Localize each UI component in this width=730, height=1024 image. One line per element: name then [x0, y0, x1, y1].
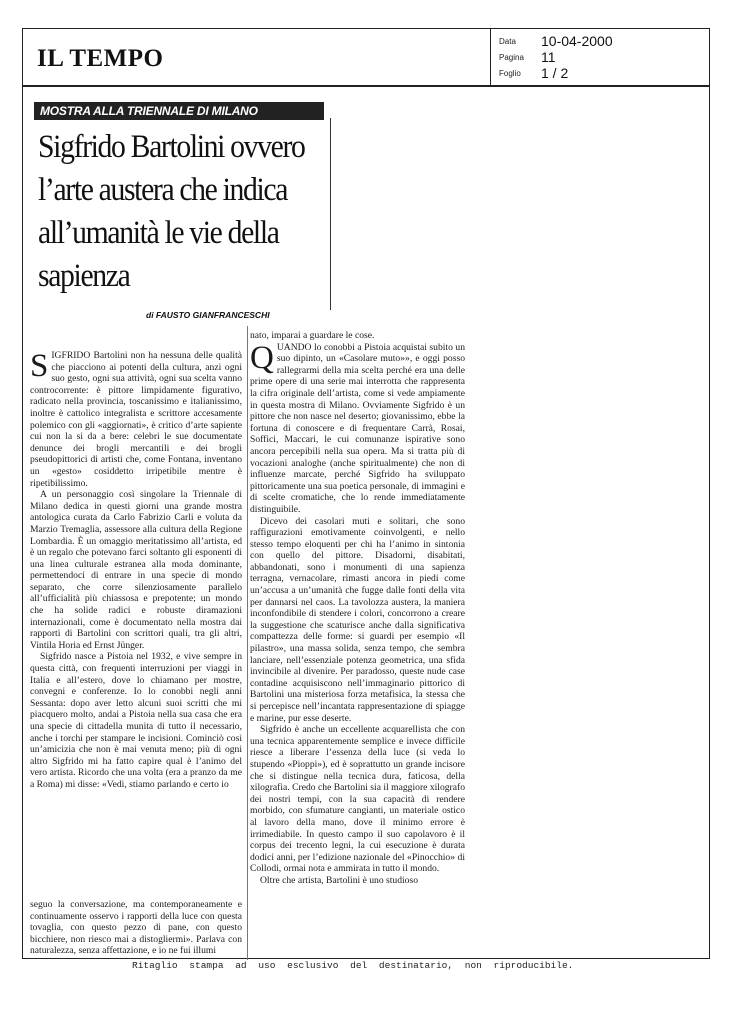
- article-kicker: MOSTRA ALLA TRIENNALE DI MILANO: [34, 102, 324, 120]
- article-column-1: [30, 350, 242, 791]
- clipping-header: [22, 28, 710, 86]
- paragraph: Dicevo dei casolari muti e solitari, che sono raffigurazioni emotivamente coinvolgenti, e nello stesso tempo eloquenti per chi ha l’animo in sintonia con quello del pittore. Disadorni, disabitati, abbandonati, sono i monumenti di una sapienza terragna, vernacolare, rimasti ancora in piedi come un’accusa a un’umanità che fugge dalle fonti della vita per dannarsi nel caos. La tavolozza austera, la maniera inconfondibile di stendere i colori, concorrono a creare la suggestione che scaturisce anche dalla significativa compattezza delle forme: si guardi per esempio «Il pilastro», una massa solida, senza tempo, che sembra lanciare, nell’essenziale potenza geometrica, una sfida invincibile al divenire. Per paradosso, queste nude case contadine acquisiscono nell’immaginario pittorico di Bartolini una misteriosa forza metafisica, la stessa che si percepisce nell’incantata rappresentazione di spiagge e marine, pur esse deserte.: [250, 515, 465, 724]
- drop-cap: S: [30, 348, 49, 384]
- paragraph: Sigfrido nasce a Pistoia nel 1932, e vive sempre in questa città, con frequenti interruzioni per viaggi in Italia e all’estero, dove lo chiamano per mostre, convegni e conferenze. Io lo conobbi negli anni Sessanta: dopo aver letto alcuni suoi scritti che mi piacquero molto, andai a Pistoia nella sua casa che era una specie di cittadella munita di tutto il necessario, anche i torchi per stampare le incisioni. Cominciò così un’amicizia che non è mai venuta meno; più di ogni altro Sigfrido mi ha fatto capire qual è l’animo del vero artista. Ricordo che una volta (era a pranzo da me a Roma) mi disse: «Vedi, stiamo parlando e certo io: [30, 651, 242, 790]
- paragraph-continuation: nato, imparai a guardare le cose.: [250, 330, 375, 341]
- clipping-meta: [499, 33, 699, 81]
- sheet-label: Foglio: [499, 68, 521, 78]
- paragraph-text: IGFRIDO Bartolini non ha nessuna delle qualità che piacciono ai potenti della cultura, anzi ogni suo gesto, ogni sua attività, ogni sua scelta vanno controcorrente: è pittore limpidamente figurativo, radicato nella provincia, toscanissimo e italianissimo, inoltre è cattolico integralista e scrittore accesamente polemico con gli «aggiornati», è critico d’arte sapiente cui non la si da a bere: celebri le sue documentate denunce dei brogli mercantili e dei brogli pseudopittorici di artisti che, come Fontana, inventano un «gesto» cosiddetto irripetibile mentre è ripetibilissimo.: [30, 350, 242, 489]
- reproduction-notice: Ritaglio stampa ad uso esclusivo del destinatario, non riproducibile.: [132, 960, 574, 971]
- paragraph: [250, 339, 465, 516]
- article-byline: di FAUSTO GIANFRANCESCHI: [146, 310, 270, 320]
- column-divider: [247, 326, 248, 960]
- sheet-value: 1 / 2: [541, 65, 569, 81]
- paragraph: Oltre che artista, Bartolini è uno studioso: [260, 874, 418, 886]
- header-divider: [490, 29, 491, 85]
- paragraph: Sigfrido è anche un eccellente acquarellista che con una tecnica apparentemente semplice e invece difficile riesce a liberare l’essenza della luce (si veda lo stupendo «Pioppi»), ed è soprattutto un grande incisore che si distingue nella tecnica dura, faticosa, della xilografia. Credo che Bartolini sia il maggiore xilografo dei nostri tempi, con la sua capacità di rendere morbido, con sfumature cangianti, un materiale ostico al lavoro della mano, dove il minimo errore è irrimediabile. In questo campo il suo capolavoro è il corpus dei trecento legni, la cui esecuzione è durata dodici anni, per l’edizione nazionale del «Pinocchio» di Collodi, ormai nota e ammirata in tutto il mondo.: [250, 724, 465, 875]
- title-box: [30, 118, 331, 310]
- article-column-1-bottom: [30, 899, 242, 957]
- paragraph-text: UANDO lo conobbi a Pistoia acquistai subito un suo dipinto, un «Casolare muto»», e oggi posso rallegrarmi della mia scelta perché era una delle prime opere di una serie mai interrotta che rappresenta la cifra originale dell’artista, come si vede ampiamente in questa mostra di Milano. Ovviamente Sigfrido è un pittore che non nasce nel deserto; giovanissimo, ebbe la fortuna di conoscere e di frequentare Carrà, Rosai, Soffici, Maccari, le cui comunanze ispirative sono ancora percepibili nella sua opera. Ma si tratta più di vocazioni analoghe (anche spiritualmente) che non di influenze marcate, perché Sigfrido ha sviluppato pittoricamente una sua poetica personale, di immagini e di scelte cromatiche, che lo rende immediatamente distinguibile.: [250, 341, 465, 515]
- page-label: Pagina: [499, 52, 524, 62]
- sheet-row: [499, 65, 699, 81]
- paragraph: seguo la conversazione, ma contemporaneamente e continuamente osservo i rapporti della luce con questa tovaglia, con questo pezzo di pane, con questo bicchiere, non riesco mai a distogliermi». Parlava con naturalezza, senza affettazione, e io ne fui illumi: [30, 899, 242, 957]
- date-row: [499, 33, 699, 49]
- drop-cap: Q: [250, 339, 274, 376]
- date-label: Data: [499, 36, 516, 46]
- paragraph: [30, 350, 242, 489]
- page-value: 11: [541, 49, 556, 65]
- article-column-2: [250, 330, 465, 887]
- article-title: Sigfrido Bartolini ovvero l’arte austera che indica all’umanità le vie della sapienza: [38, 129, 305, 294]
- date-value: 10-04-2000: [541, 33, 613, 49]
- newspaper-logo: IL TEMPO: [37, 45, 164, 72]
- page-row: [499, 49, 699, 65]
- paragraph: A un personaggio così singolare la Triennale di Milano dedica in questi giorni una grande mostra antologica curata da Carlo Fabrizio Carli e voluta da Marzio Tremaglia, assessore alla cultura della Regione Lombardia. È un omaggio meritatissimo all’artista, ed è un regalo che potevano farci soltanto gli esponenti di una linea culturale estranea alla moda dominante, permettendoci di entrare in una specie di mondo separato, che corre silenziosamente parallelo all’ufficialità più chiassosa e prepotente; un mondo che ha solide radici e robuste diramazioni internazionali, come è documentato nella mostra dai rapporti di Bartolini con scrittori quali, tra gli altri, Vintila Horia ed Ernst Jünger.: [30, 489, 242, 651]
